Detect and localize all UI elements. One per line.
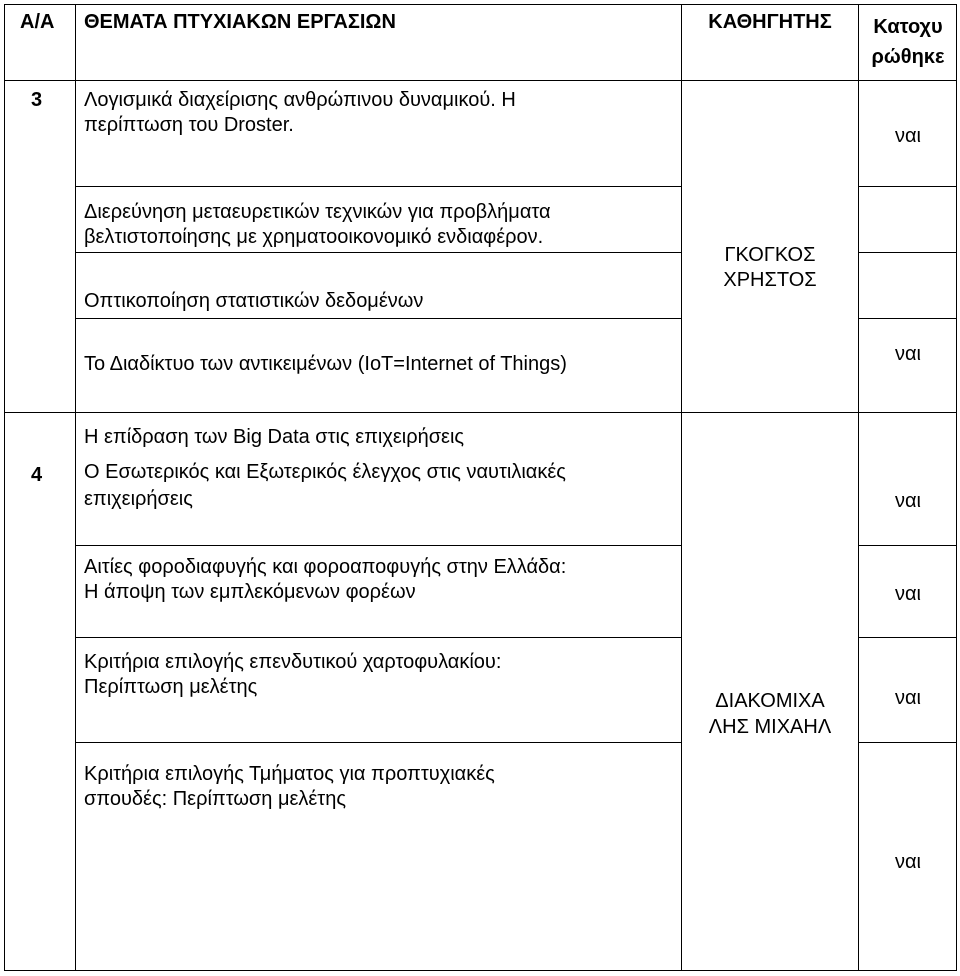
professor-name: ΔΙΑΚΟΜΙΧΑ [715, 690, 825, 712]
assigned-status: ναι [894, 343, 921, 365]
row-divider [858, 545, 957, 546]
group-divider [4, 412, 957, 413]
assigned-status: ναι [894, 490, 921, 512]
row-divider [75, 252, 682, 253]
assigned-status: ναι [894, 687, 921, 709]
row-divider [858, 318, 957, 319]
topic-line: περίπτωση του Droster. [84, 114, 294, 136]
row-divider [4, 80, 957, 81]
topic-line: σπουδές: Περίπτωση μελέτης [84, 788, 346, 810]
row-divider [75, 637, 682, 638]
topic-line: Η επίδραση των Big Data στις επιχειρήσεις [84, 426, 465, 448]
topic-line: Κριτήρια επιλογής Τμήματος για προπτυχιακές [84, 763, 495, 785]
header-aa: Α/Α [20, 11, 55, 33]
row-divider [858, 637, 957, 638]
professor-name-cont: ΛΗΣ ΜΙΧΑΗΛ [708, 716, 832, 738]
professor-name-cont: ΧΡΗΣΤΟΣ [723, 269, 817, 291]
row-divider [75, 186, 682, 187]
table-border-top [4, 4, 957, 5]
assigned-status: ναι [894, 125, 921, 147]
column-divider [858, 4, 859, 971]
topic-line: Ο Εσωτερικός και Εξωτερικός έλεγχος στις ναυτιλιακές [84, 461, 566, 483]
column-divider [75, 4, 76, 971]
row-number: 3 [31, 89, 43, 111]
topic-line: επιχειρήσεις [84, 488, 193, 510]
header-assigned-line1: Κατοχυ [873, 16, 943, 38]
row-divider [858, 742, 957, 743]
topic-line: Οπτικοποίηση στατιστικών δεδομένων [84, 290, 424, 312]
assigned-status: ναι [894, 851, 921, 873]
row-divider [858, 252, 957, 253]
table-border-right [956, 4, 957, 971]
header-assigned [859, 15, 957, 39]
row-divider [75, 742, 682, 743]
header-assigned-cont [859, 45, 957, 69]
professor-name: ΓΚΟΓΚΟΣ [724, 244, 816, 266]
topic-line: Η άποψη των εμπλεκόμενων φορέων [84, 581, 416, 603]
row-number: 4 [31, 464, 43, 486]
table-border-left [4, 4, 5, 971]
table-border-bottom [4, 970, 957, 971]
topic-line: Αιτίες φοροδιαφυγής και φοροαποφυγής στην Ελλάδα: [84, 556, 567, 578]
topic-line: Κριτήρια επιλογής επενδυτικού χαρτοφυλακίου: [84, 651, 502, 673]
topic-line: Λογισμικά διαχείρισης ανθρώπινου δυναμικού. Η [84, 89, 516, 111]
row-divider [858, 186, 957, 187]
header-assigned-line2: ρώθηκε [871, 46, 945, 68]
header-topics: ΘΕΜΑΤΑ ΠΤΥΧΙΑΚΩΝ ΕΡΓΑΣΙΩΝ [84, 11, 396, 33]
header-professor: ΚΑΘΗΓΗΤΗΣ [708, 11, 832, 33]
topic-line: Περίπτωση μελέτης [84, 676, 258, 698]
topic-line: Το Διαδίκτυο των αντικειμένων (IoT=Internet of Things) [84, 353, 567, 375]
column-divider [681, 4, 682, 971]
topic-line: Διερεύνηση μεταευρετικών τεχνικών για προβλήματα [84, 201, 551, 223]
assigned-status: ναι [894, 583, 921, 605]
row-divider [75, 318, 682, 319]
topic-line: βελτιστοποίησης με χρηματοοικονομικό ενδιαφέρον. [84, 226, 544, 248]
row-divider [75, 545, 682, 546]
